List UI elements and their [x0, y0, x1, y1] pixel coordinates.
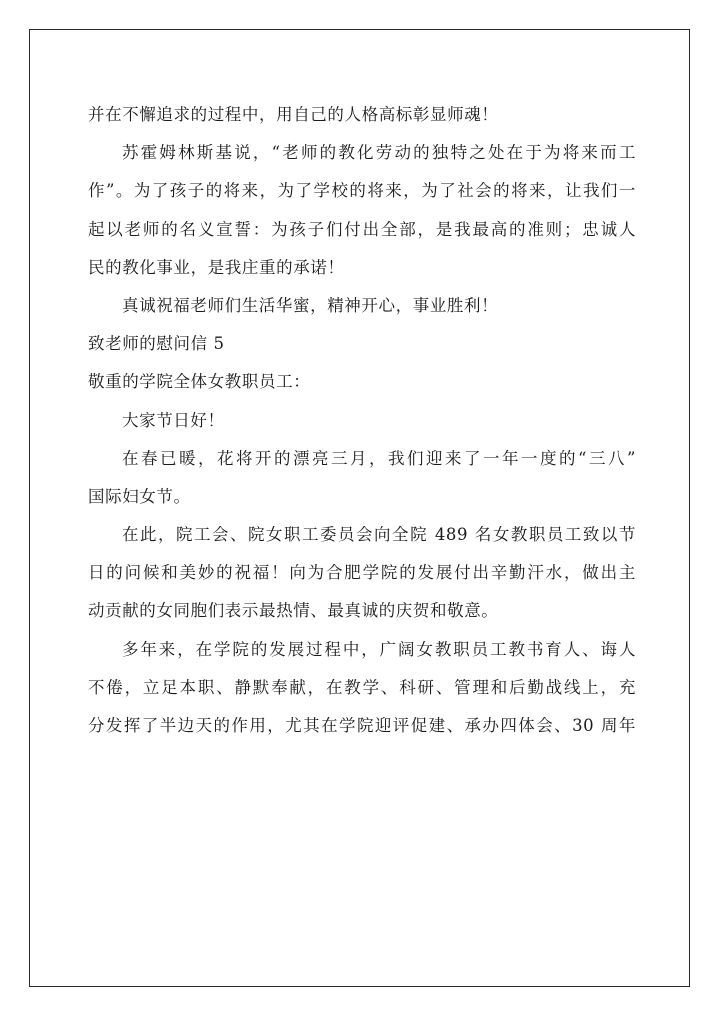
greeting: 大家节日好！	[122, 410, 225, 430]
text-line: 在春已暖，花将开的漂亮三月，我们迎来了一年一度的“三八”	[122, 448, 636, 468]
section-heading: 致老师的慰问信 5	[88, 334, 225, 354]
text-line: 苏霍姆林斯基说，“老师的教化劳动的独特之处在于为将来而工	[122, 143, 636, 163]
text-line: 真诚祝福老师们生活华蜜，精神开心，事业胜利！	[122, 295, 499, 315]
text-line: 动贡献的女同胞们表示最热情、最真诚的庆贺和敬意。	[88, 601, 499, 621]
salutation: 敬重的学院全体女教职员工：	[88, 372, 311, 392]
text-line: 起以老师的名义宣誓：为孩子们付出全部，是我最高的准则；忠诚人	[88, 219, 636, 239]
text-line: 日的问候和美妙的祝福！向为合肥学院的发展付出辛勤汗水，做出主	[88, 563, 636, 583]
text-line: 不倦，立足本职、静默奉献，在教学、科研、管理和后勤战线上，充	[88, 677, 636, 697]
text-line: 并在不懈追求的过程中，用自己的人格高标彰显师魂！	[88, 105, 499, 124]
text-line: 在此，院工会、院女职工委员会向全院 489 名女教职员工致以节	[122, 525, 636, 545]
text-line: 国际妇女节。	[88, 486, 191, 506]
text-line: 多年来，在学院的发展过程中，广阔女教职员工教书育人、诲人	[122, 639, 636, 659]
text-line: 作”。为了孩子的将来，为了学校的将来，为了社会的将来，让我们一	[88, 181, 636, 201]
document-body	[88, 96, 636, 745]
text-line: 民的教化事业，是我庄重的承诺！	[88, 257, 345, 277]
text-line: 分发挥了半边天的作用，尤其在学院迎评促建、承办四体会、30 周年	[88, 716, 636, 735]
